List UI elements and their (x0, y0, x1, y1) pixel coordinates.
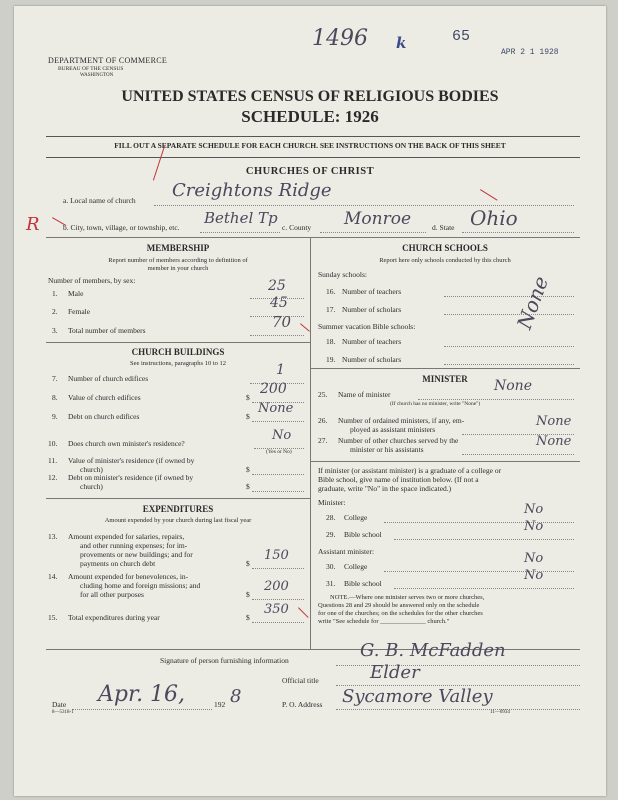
buildings-note: See instructions, paragraphs 10 to 12 (129, 360, 227, 367)
schools-note: Report here only schools conducted by this church (379, 257, 511, 264)
other-churches-label: Number of other churches served by the (338, 436, 459, 445)
form-title: UNITED STATES CENSUS OF RELIGIOUS BODIES (121, 88, 499, 105)
row-number: 3. (52, 326, 58, 335)
total-expenditures-value[interactable]: 350 (264, 602, 289, 617)
row-number: 30. (326, 562, 336, 571)
dollar-sign: $ (246, 613, 250, 622)
expenditures-heading: EXPENDITURES (142, 504, 214, 514)
graduate-instruction: graduate, write "No" in the space indicated.) (318, 484, 452, 493)
signature-value[interactable]: G. B. McFadden (360, 640, 506, 661)
sunday-teachers-label: Number of teachers (342, 287, 402, 296)
minister-subheading: Minister: (318, 498, 346, 507)
membership-note: member in your church (147, 265, 209, 272)
row-number: 25. (318, 390, 328, 399)
row-number: 16. (326, 287, 336, 296)
schedule-footnote: NOTE.—Where one minister serves two or more churches, (330, 594, 485, 601)
total-members-label: Total number of members (68, 326, 146, 335)
official-title-value[interactable]: Elder (370, 662, 420, 683)
address-label: P. O. Address (282, 700, 323, 709)
county-label: c. County (282, 223, 312, 232)
instruction-banner: FILL OUT A SEPARATE SCHEDULE FOR EACH CHURCH. SEE INSTRUCTIONS ON THE BACK OF THIS SHEET (114, 141, 506, 150)
county-value[interactable]: Monroe (344, 209, 412, 229)
minister-college-label: College (344, 513, 368, 522)
church-name-label: a. Local name of church (63, 196, 136, 205)
schedule-footnote: Questions 28 and 29 should be answered only on the schedule (318, 602, 480, 609)
row-number: 26. (318, 416, 328, 425)
assistant-subheading: Assistant minister: (318, 547, 375, 556)
church-edifices-value[interactable]: 1 (276, 362, 285, 378)
minister-name-value[interactable]: None (494, 378, 532, 394)
summer-teachers-label: Number of teachers (342, 337, 402, 346)
church-name-value[interactable]: Creightons Ridge (172, 180, 332, 201)
row-number: 9. (52, 412, 58, 421)
row-number: 7. (52, 374, 58, 383)
form-number: 8—5318-1 (52, 710, 74, 715)
row-number: 11. (48, 456, 58, 465)
row-number: 28. (326, 513, 336, 522)
total-expenditures-label: Total expenditures during year (68, 613, 160, 622)
row-number: 18. (326, 337, 336, 346)
buildings-heading: CHURCH BUILDINGS (131, 347, 225, 357)
schedule-number-handwritten: 1496 (312, 26, 368, 51)
print-number: 11—0934 (490, 710, 510, 715)
graduate-instruction: If minister (or assistant minister) is a graduate of a college or (318, 466, 502, 475)
bureau-name: BUREAU OF THE CENSUS (58, 66, 124, 72)
row-number: 19. (326, 355, 336, 364)
address-value[interactable]: Sycamore Valley (342, 686, 493, 707)
dollar-sign: $ (246, 590, 250, 599)
minister-bible-school-value[interactable]: No (524, 519, 544, 534)
row-number: 8. (52, 393, 58, 402)
city-label: b. City, town, village, or township, etc. (63, 223, 180, 232)
assistant-ministers-label: Number of ordained ministers, if any, em- (338, 416, 465, 425)
red-check-mark (298, 607, 309, 618)
state-label: d. State (432, 223, 455, 232)
row-number: 14. (48, 572, 58, 581)
owns-residence-value[interactable]: No (272, 428, 292, 443)
sunday-schools-label: Sunday schools: (318, 270, 367, 279)
assistant-ministers-value[interactable]: None (536, 414, 572, 429)
other-churches-value[interactable]: None (536, 434, 572, 449)
assistant-ministers-label-cont: ployed as assistant ministers (350, 425, 436, 434)
row-number: 29. (326, 530, 336, 539)
running-expenses-label: provements or new buildings; and for (80, 550, 193, 559)
date-label: Date (52, 700, 67, 709)
benevolences-value[interactable]: 200 (264, 579, 289, 594)
edifice-value[interactable]: 200 (260, 381, 287, 397)
schedule-title: SCHEDULE: 1926 (241, 107, 379, 126)
red-check-mark (480, 189, 497, 200)
residence-value-label: Value of minister's residence (if owned by (68, 456, 195, 465)
dollar-sign: $ (246, 559, 250, 568)
city-value[interactable]: Bethel Tp (204, 209, 278, 227)
received-date-stamp: APR 2 1 1928 (501, 48, 559, 57)
denomination-name: CHURCHES OF CHRIST (245, 166, 375, 177)
church-edifices-label: Number of church edifices (68, 374, 149, 383)
dollar-sign: $ (246, 412, 250, 421)
schedule-footnote: for one of the churches; on the schedules for the other churches (318, 610, 483, 617)
summer-schools-label: Summer vacation Bible schools: (318, 322, 416, 331)
check-mark: k (396, 34, 407, 52)
review-mark-r: R (26, 214, 40, 235)
dollar-sign: $ (246, 465, 250, 474)
edifice-value-label: Value of church edifices (68, 393, 141, 402)
edifice-debt-label: Debt on church edifices (68, 412, 140, 421)
row-number: 10. (48, 439, 58, 448)
running-expenses-label: Amount expended for salaries, repairs, (68, 532, 185, 541)
schedule-footnote: write "See schedule for ______________ church." (318, 618, 450, 625)
dollar-sign: $ (246, 393, 250, 402)
row-number: 2. (52, 307, 58, 316)
assistant-bible-school-value[interactable]: No (524, 568, 544, 583)
benevolences-label: Amount expended for benevolences, in- (68, 572, 189, 581)
running-expenses-value[interactable]: 150 (264, 548, 289, 563)
schools-none-value[interactable]: None (512, 273, 554, 333)
summer-scholars-label: Number of scholars (342, 355, 402, 364)
year-value[interactable]: 8 (230, 686, 242, 707)
benevolences-label: for all other purposes (80, 590, 144, 599)
minister-name-label: Name of minister (338, 390, 391, 399)
stamped-number: 65 (452, 28, 471, 45)
minister-heading: MINISTER (422, 374, 468, 384)
residence-debt-label: Debt on minister's residence (if owned by (68, 473, 194, 482)
dollar-sign: $ (246, 482, 250, 491)
minister-bible-school-label: Bible school (344, 530, 382, 539)
row-number: 12. (48, 473, 58, 482)
row-number: 15. (48, 613, 58, 622)
expenditures-note: Amount expended by your church during last fiscal year (104, 517, 252, 524)
row-number: 13. (48, 532, 58, 541)
membership-note: Report number of members according to definition of (108, 257, 248, 264)
total-members-value[interactable]: 70 (272, 313, 292, 331)
residence-debt-label-cont: church) (80, 482, 103, 491)
assistant-college-label: College (344, 562, 368, 571)
members-by-sex-label: Number of members, by sex: (48, 276, 136, 285)
date-value[interactable]: Apr. 16, (98, 682, 186, 707)
row-number: 17. (326, 305, 336, 314)
department-name: DEPARTMENT OF COMMERCE (48, 56, 168, 65)
edifice-debt-value[interactable]: None (258, 401, 294, 416)
membership-heading: MEMBERSHIP (146, 243, 210, 253)
sunday-scholars-label: Number of scholars (342, 305, 402, 314)
schools-heading: CHURCH SCHOOLS (402, 243, 488, 253)
census-schedule-sheet (14, 6, 606, 796)
minister-college-value[interactable]: No (524, 502, 544, 517)
running-expenses-label: and other running expenses; for im- (80, 541, 188, 550)
female-value[interactable]: 45 (270, 295, 288, 311)
red-check-mark (52, 217, 66, 226)
row-number: 1. (52, 289, 58, 298)
year-prefix: 192 (214, 700, 226, 709)
official-title-label: Official title (282, 676, 319, 685)
state-value[interactable]: Ohio (470, 206, 518, 230)
signature-label: Signature of person furnishing information (160, 656, 289, 665)
row-number: 27. (318, 436, 328, 445)
minister-name-note: (If church has no minister, write "None") (390, 401, 481, 407)
row-number: 31. (326, 579, 336, 588)
female-label: Female (68, 307, 91, 316)
male-label: Male (68, 289, 84, 298)
assistant-college-value[interactable]: No (524, 551, 544, 566)
bureau-city: WASHINGTON (80, 73, 114, 78)
residence-value-label-cont: church) (80, 465, 103, 474)
red-check-mark (300, 323, 310, 331)
owns-residence-label: Does church own minister's residence? (68, 439, 185, 448)
benevolences-label: cluding home and foreign missions; and (80, 581, 201, 590)
assistant-bible-school-label: Bible school (344, 579, 382, 588)
yes-no-note: (Yes or No) (266, 449, 292, 455)
graduate-instruction: Bible school, give name of institution below. (If not a (318, 475, 479, 484)
other-churches-label-cont: minister or his assistants (350, 445, 424, 454)
male-value[interactable]: 25 (268, 278, 286, 294)
running-expenses-label: payments on church debt (80, 559, 156, 568)
